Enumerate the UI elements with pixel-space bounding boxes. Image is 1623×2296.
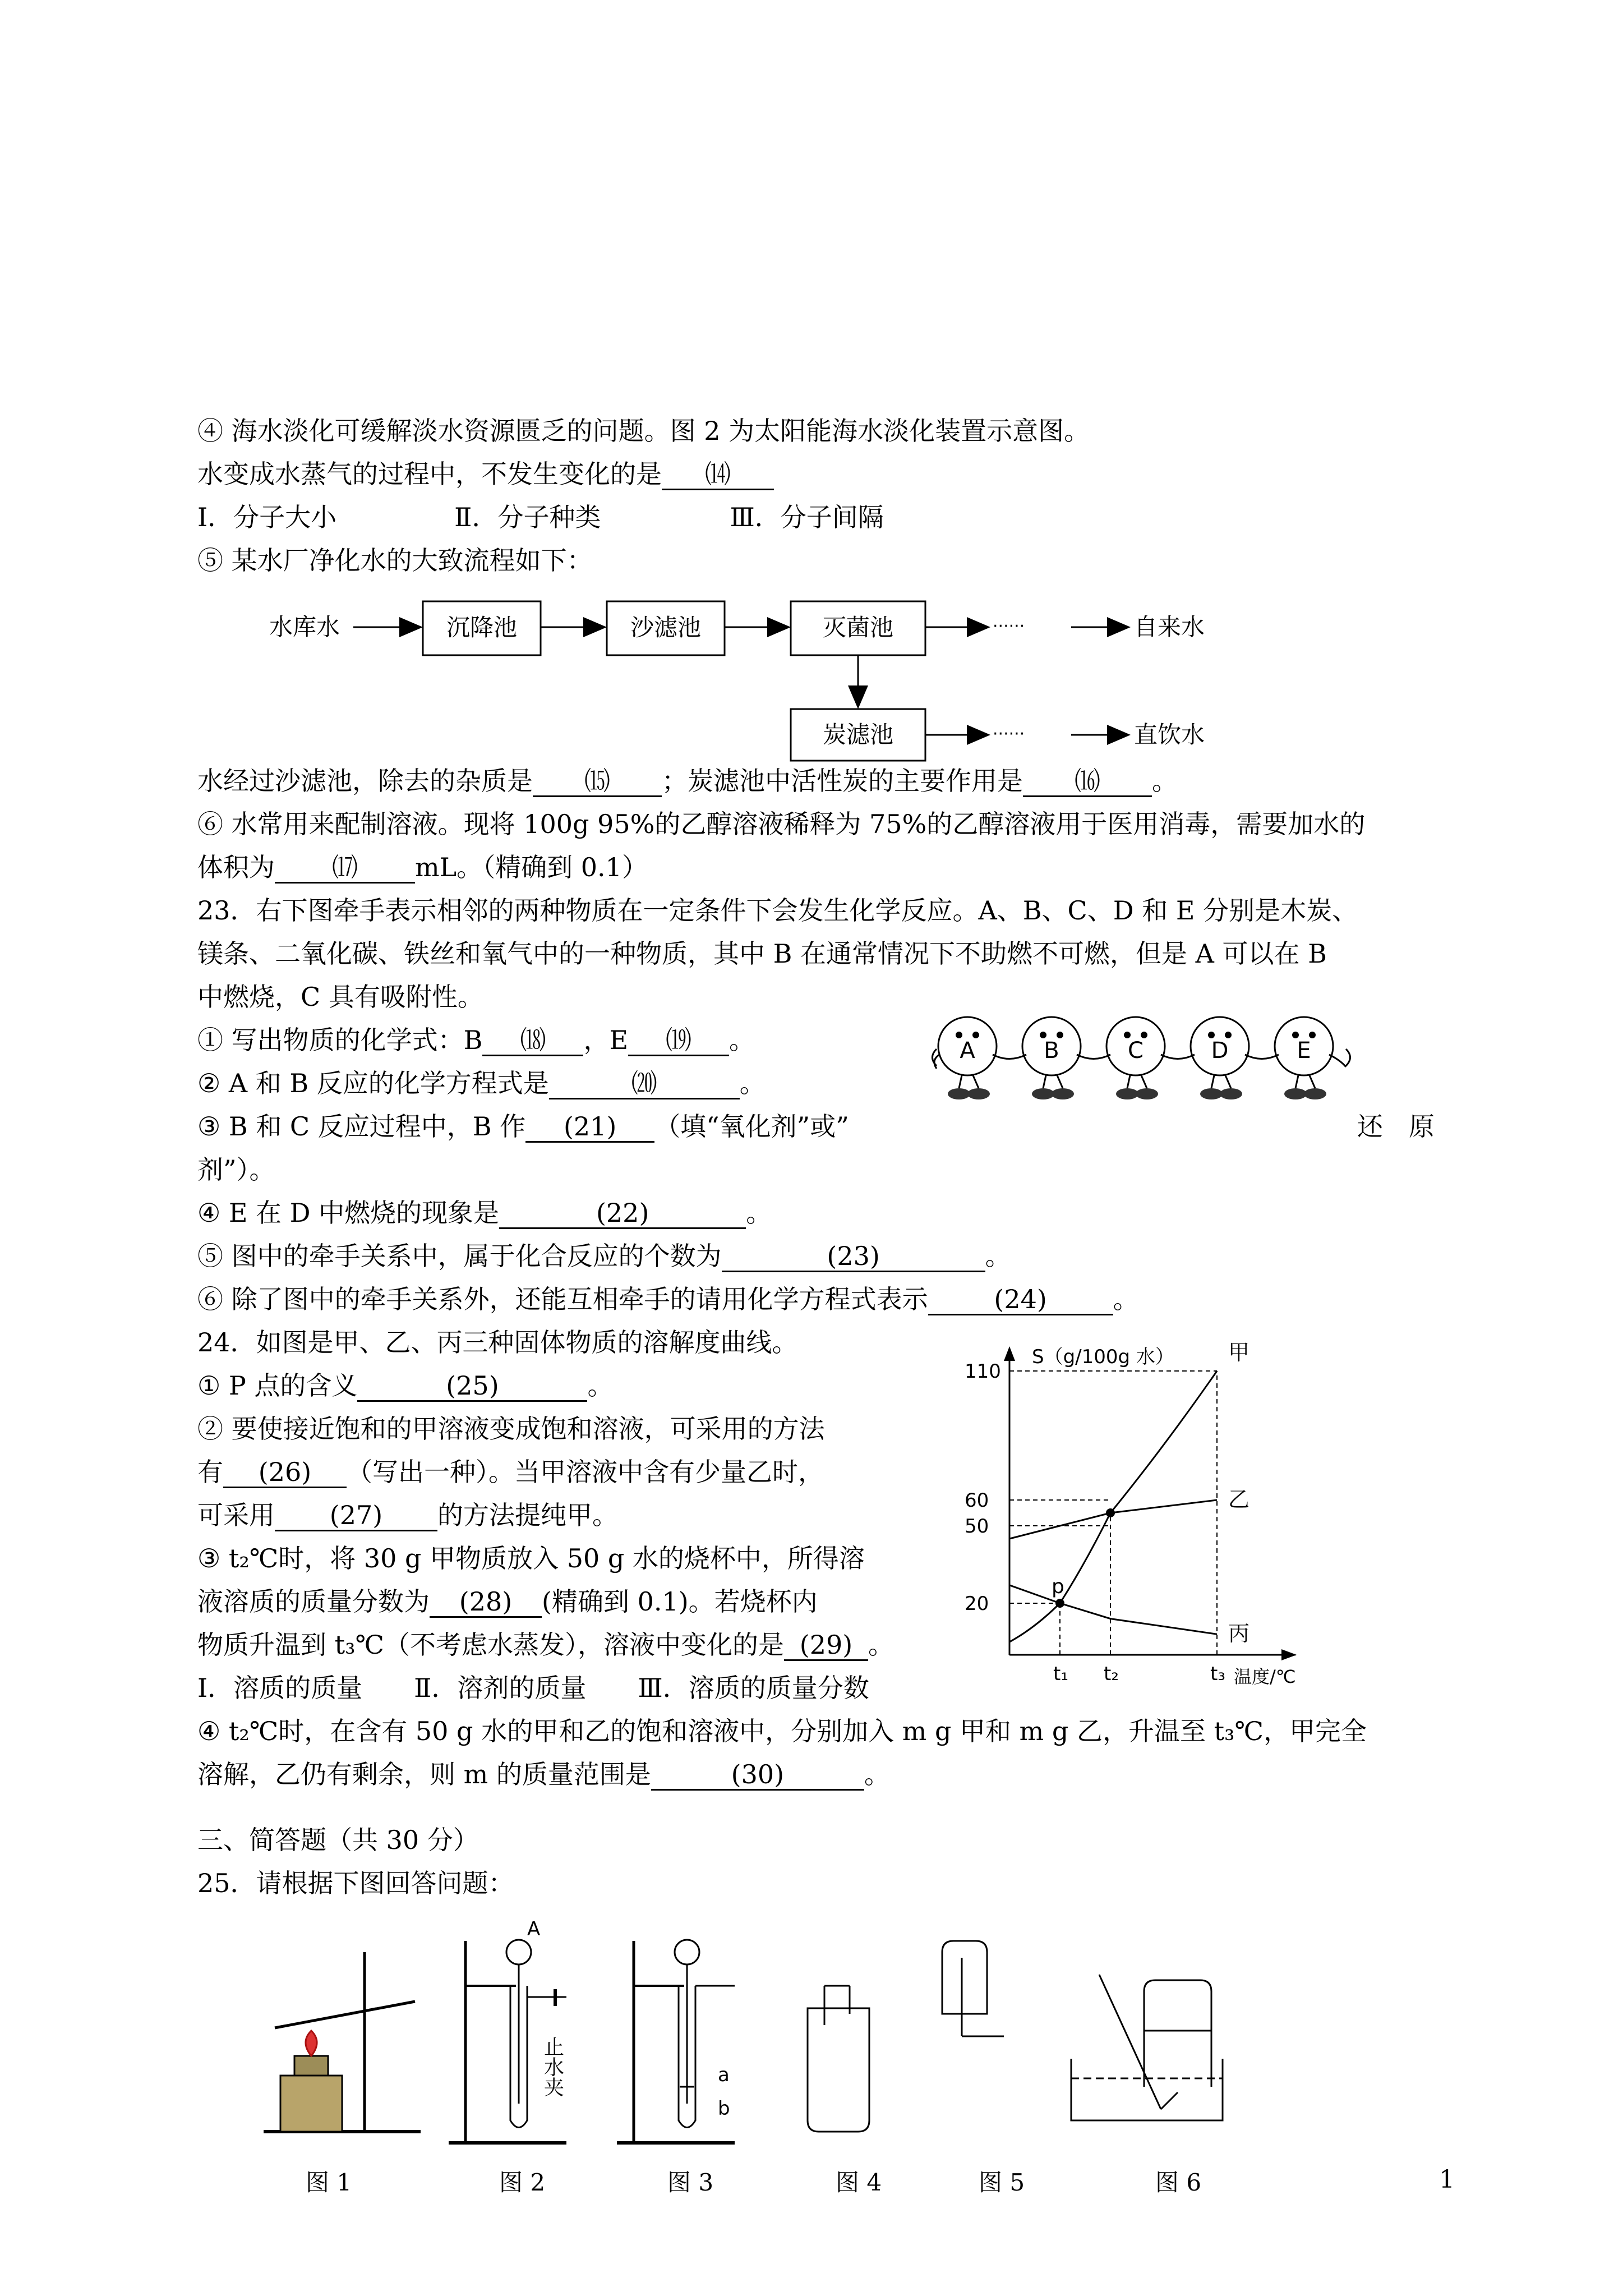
options-14: Ⅰ．分子大小 Ⅱ．分子种类 Ⅲ．分子间隔 <box>197 502 884 532</box>
line-seawater: ④ 海水淡化可缓解淡水资源匮乏的问题。图 2 为太阳能海水淡化装置示意图。 <box>197 416 1090 446</box>
x-tick-1: t₂ <box>1104 1663 1119 1685</box>
hand-holding-figure <box>931 1004 1352 1105</box>
blank-25[interactable]: (25) <box>357 1371 587 1402</box>
q23-part2: ② A 和 B 反应的化学方程式是 ⒇ 。 <box>197 1068 766 1098</box>
fig2-funnel <box>506 1940 531 1964</box>
fig1-test-tube <box>275 2001 415 2028</box>
x-tick-0: t₁ <box>1053 1663 1068 1685</box>
blank-14[interactable]: ⒁ <box>662 459 774 490</box>
fig-label-1: 图 1 <box>306 2169 352 2196</box>
series-line-2 <box>1009 1585 1217 1634</box>
line-q14: 水变成水蒸气的过程中，不发生变化的是 ⒁ <box>197 457 774 491</box>
flow-box3-label: 灭菌池 <box>822 614 894 641</box>
q23-part1: ① 写出物质的化学式：B ⒅ ，E ⒆ 。 <box>197 1025 755 1055</box>
fig6-trough <box>1071 2059 1223 2120</box>
blank-17[interactable]: ⒄ <box>275 853 415 884</box>
blank-24[interactable]: (24) <box>928 1285 1113 1315</box>
q24-part4-a: ④ t₂℃时，在含有 50 g 水的甲和乙的饱和溶液中，分别加入 m g 甲和 m g 乙，升温至 t₃℃，甲完全 <box>197 1716 1367 1746</box>
q24-part3-c: 物质升温到 t₃℃（不考虑水蒸发），溶液中变化的是 (29) 。 <box>197 1630 895 1660</box>
blank-23[interactable]: (23) <box>722 1241 985 1272</box>
series-label-1: 乙 <box>1228 1487 1250 1512</box>
intersection-dot-0 <box>1055 1599 1064 1608</box>
q23-part3: ③ B 和 C 反应过程中，B 作 (21) （填“氧化剂”或” <box>197 1111 849 1142</box>
line-q17: 体积为 ⒄ mL。（精确到 0.1） <box>197 852 648 882</box>
flow-dots-2: ······ <box>993 724 1025 744</box>
series-label-2: 丙 <box>1228 1621 1250 1646</box>
x-tick-2: t₃ <box>1210 1663 1225 1685</box>
page-number: 1 <box>1439 2165 1455 2194</box>
y-tick-3: 20 <box>965 1593 989 1615</box>
blank-21[interactable]: (21) <box>525 1112 654 1143</box>
fig1-flame <box>306 2031 317 2056</box>
fig2-clamp-label: 止水夹 <box>541 2036 564 2097</box>
q24-part2-a: ② 要使接近饱和的甲溶液变成饱和溶液，可采用的方法 <box>197 1414 825 1444</box>
q23-stem-3: 中燃烧，C 具有吸附性。 <box>197 982 483 1012</box>
hand-label-c: C <box>1128 1038 1144 1064</box>
q24-part2-b: 有 (26) （写出一种）。当甲溶液中含有少量乙时， <box>197 1457 824 1487</box>
q24-part4-b: 溶解，乙仍有剩余，则 m 的质量范围是 (30) 。 <box>197 1759 890 1789</box>
fig5-bottle <box>942 1941 987 2014</box>
flow-source: 水库水 <box>269 613 340 641</box>
blank-30[interactable]: (30) <box>651 1760 864 1791</box>
q23-part4: ④ E 在 D 中燃烧的现象是 (22) 。 <box>197 1198 772 1228</box>
q23-part6: ⑥ 除了图中的牵手关系外，还能互相牵手的请用化学方程式表示 (24) 。 <box>197 1284 1139 1314</box>
hand-label-e: E <box>1297 1038 1311 1064</box>
series-line-1 <box>1009 1500 1217 1539</box>
blank-18[interactable]: ⒅ <box>482 1025 583 1056</box>
x-axis-label: 温度/℃ <box>1234 1666 1296 1687</box>
blank-27[interactable]: (27) <box>275 1501 437 1531</box>
flow-dots-1: ······ <box>993 616 1025 636</box>
q23-part5: ⑤ 图中的牵手关系中，属于化合反应的个数为 (23) 。 <box>197 1241 1011 1271</box>
line-flow-intro: ⑤ 某水厂净化水的大致流程如下： <box>197 545 593 576</box>
series-line-0 <box>1009 1371 1217 1642</box>
y-tick-1: 60 <box>965 1489 989 1512</box>
flow-box4-label: 炭滤池 <box>822 721 894 748</box>
q24-part1: ① P 点的含义 (25) 。 <box>197 1370 614 1401</box>
blank-16[interactable]: ⒃ <box>1023 766 1152 797</box>
blank-28[interactable]: (28) <box>430 1587 542 1618</box>
q24-part2-c: 可采用 (27) 的方法提纯甲。 <box>197 1500 618 1530</box>
section-3-title: 三、简答题（共 30 分） <box>197 1825 479 1855</box>
line-ethanol: ⑥ 水常用来配制溶液。现将 100g 95%的乙醇溶液稀释为 75%的乙醇溶液用于医用消毒，需要加水的 <box>197 809 1366 839</box>
fig-label-5: 图 5 <box>979 2169 1025 2196</box>
water-treatment-flow <box>264 595 1284 763</box>
fig-label-4: 图 4 <box>836 2169 882 2196</box>
q23-stem-2: 镁条、二氧化碳、铁丝和氧气中的一种物质，其中 B 在通常情况下不助燃不可燃，但是 A 可以在 B <box>197 938 1327 969</box>
fig1-burner-base <box>280 2076 342 2132</box>
fig6-collection-bottle <box>1144 1980 1211 2087</box>
q24-options: Ⅰ．溶质的质量 Ⅱ．溶剂的质量 Ⅲ．溶质的质量分数 <box>197 1673 869 1703</box>
q25-stem: 25．请根据下图回答问题： <box>197 1868 514 1898</box>
intersection-dot-1 <box>1106 1508 1115 1517</box>
blank-20[interactable]: ⒇ <box>549 1069 740 1099</box>
y-axis-label: S（g/100g 水） <box>1032 1346 1174 1368</box>
q23-part3-tail: 还 原 <box>1357 1111 1435 1142</box>
flow-out1: 自来水 <box>1134 613 1205 641</box>
line-q15-16: 水经过沙滤池，除去的杂质是 ⒂ ；炭滤池中活性炭的主要作用是 ⒃ 。 <box>197 766 1178 796</box>
fig3-label-b: b <box>718 2097 730 2120</box>
fig3-label-a: a <box>718 2064 730 2086</box>
flow-box2-label: 沙滤池 <box>630 614 702 641</box>
blank-15[interactable]: ⒂ <box>533 766 662 797</box>
flow-out2: 直饮水 <box>1134 721 1205 748</box>
q24-stem: 24．如图是甲、乙、丙三种固体物质的溶解度曲线。 <box>197 1327 798 1358</box>
fig-label-3: 图 3 <box>667 2169 714 2196</box>
point-p-label: p <box>1052 1575 1064 1598</box>
q23-part3-end: 剂”）。 <box>197 1154 275 1185</box>
q24-part3-a: ③ t₂℃时，将 30 g 甲物质放入 50 g 水的烧杯中，所得溶 <box>197 1543 865 1573</box>
series-label-0: 甲 <box>1228 1341 1250 1365</box>
y-tick-0: 110 <box>965 1360 1001 1383</box>
q23-stem-1: 23．右下图牵手表示相邻的两种物质在一定条件下会发生化学反应。A、B、C、D 和 E 分别是木炭、 <box>197 895 1358 926</box>
blank-26[interactable]: (26) <box>223 1457 347 1488</box>
blank-22[interactable]: (22) <box>499 1198 746 1229</box>
q24-part3-b: 液溶质的质量分数为 (28) (精确到 0.1)。若烧杯内 <box>197 1586 818 1617</box>
hand-label-b: B <box>1044 1038 1059 1064</box>
lab-apparatus <box>247 1918 1290 2154</box>
fig-label-2: 图 2 <box>499 2169 546 2196</box>
hand-label-d: D <box>1211 1038 1229 1064</box>
fig2-label-a: A <box>527 1918 541 1940</box>
blank-19[interactable]: ⒆ <box>628 1025 729 1056</box>
hand-label-a: A <box>960 1038 975 1064</box>
solubility-chart <box>953 1341 1335 1705</box>
fig4-bottle <box>808 2008 869 2132</box>
fig-label-6: 图 6 <box>1155 2169 1202 2196</box>
blank-29[interactable]: (29) <box>784 1630 868 1661</box>
y-tick-2: 50 <box>965 1515 989 1538</box>
flow-box1-label: 沉降池 <box>446 614 518 641</box>
